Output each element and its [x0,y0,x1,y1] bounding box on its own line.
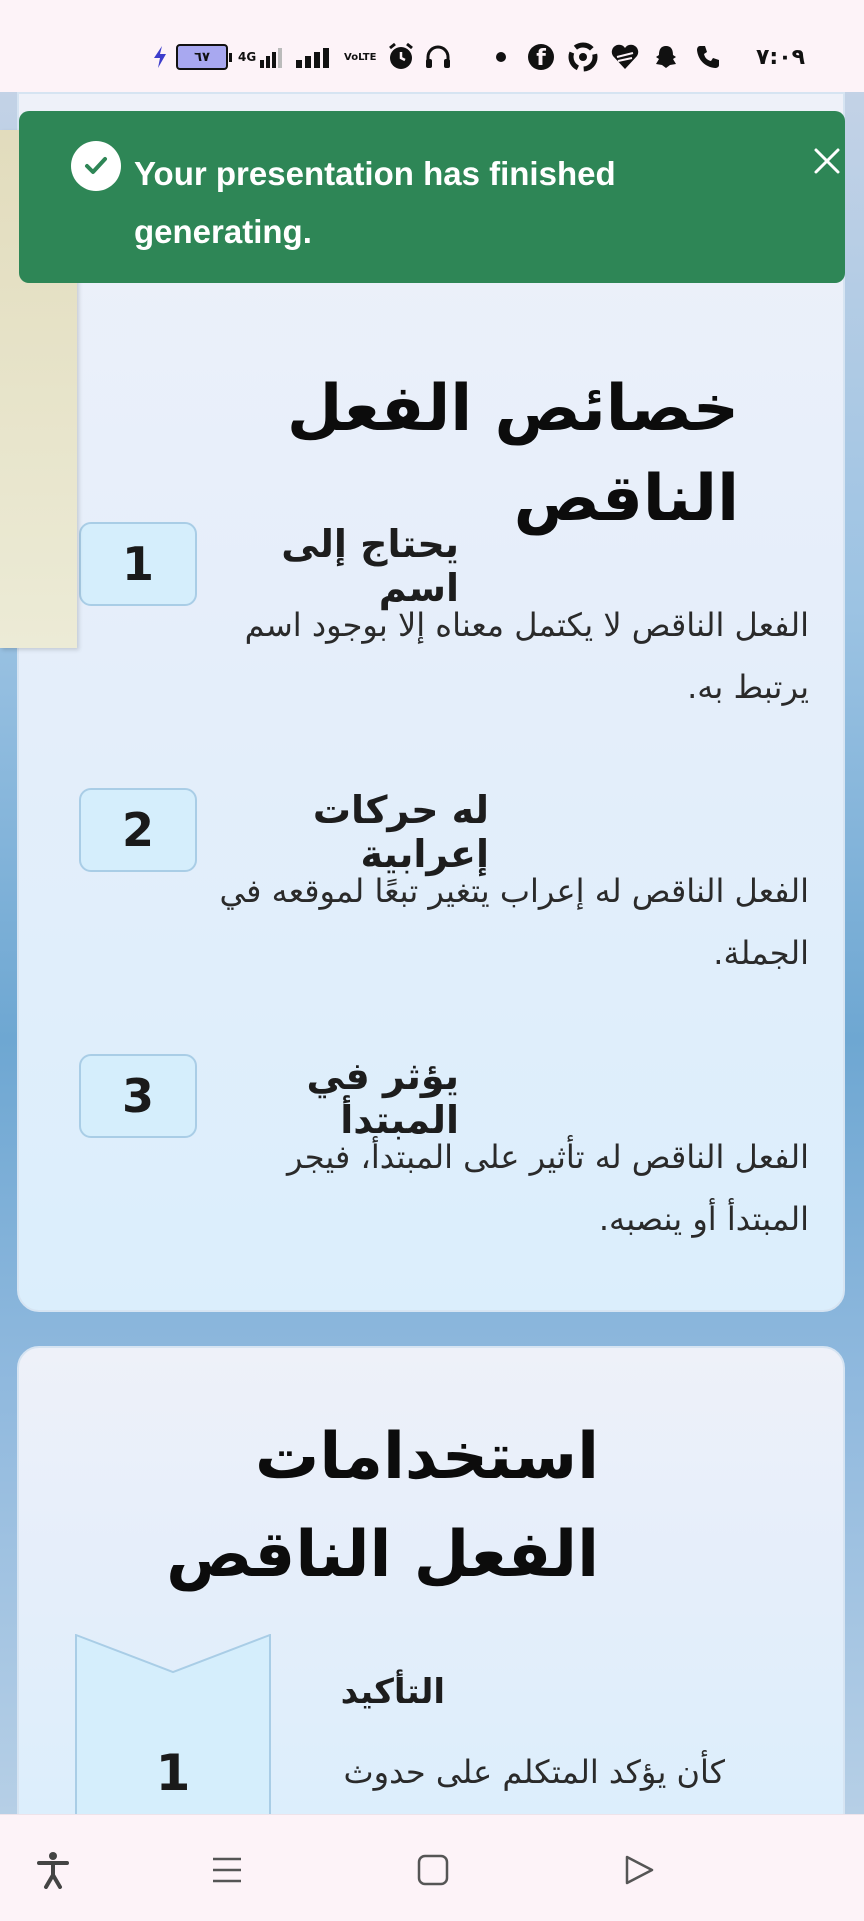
item-heading: يؤثر في المبتدأ [306,1054,459,1142]
item-text: كأن يؤكد المتكلم على حدوث [343,1753,725,1791]
check-circle-icon [71,141,121,191]
back-icon[interactable] [614,1845,664,1895]
slide-title: استخدامات الفعل الناقص [166,1420,599,1592]
item-number: 1 [155,1744,191,1802]
navigation-bar [0,1814,864,1921]
assistant-icon [150,40,170,74]
item-text: الفعل الناقص له تأثير على المبتدأ، فيجر المبتدأ أو ينصبه. [287,1138,809,1238]
battery-icon [176,40,232,74]
phone-icon [694,40,722,74]
item-number-box: 1 [79,522,197,606]
dot-icon [496,40,506,74]
home-icon[interactable] [408,1845,458,1895]
success-toast [19,111,845,283]
chrome-icon [568,40,598,74]
snapchat-icon [652,40,680,74]
network-type: 4G [238,50,257,64]
alarm-icon [386,40,416,74]
item-heading: يحتاج إلى اسم [281,522,459,610]
battery-level: ٦٧ [176,44,228,70]
item-text: الفعل الناقص له إعراب يتغير تبعًا لموقعه في الجملة. [219,872,809,972]
item-number-ribbon [75,1634,271,1814]
slide-title: خصائص الفعل الناقص [286,372,739,536]
signal-4g-icon [238,40,284,74]
item-number-box: 3 [79,1054,197,1138]
volte-icon [344,40,376,74]
close-icon[interactable] [799,133,855,189]
facebook-icon: f [528,40,554,74]
volte-label: VoLTE [344,51,377,63]
headphones-icon [424,40,452,74]
status-bar [0,0,864,92]
accessibility-icon[interactable] [28,1845,78,1895]
heart-icon [610,40,640,74]
item-text: الفعل الناقص لا يكتمل معناه إلا بوجود اسم يرتبط به. [244,606,809,706]
clock: ٧:٠٩ [756,44,806,70]
presentation-viewer[interactable] [0,92,864,1814]
recents-icon[interactable] [202,1845,252,1895]
item-number-box: 2 [79,788,197,872]
item-heading: التأكيد [340,1672,445,1712]
item-heading: له حركات إعرابية [312,788,489,876]
signal-bars-icon [294,40,332,74]
toast-message: Your presentation has finished generating. [134,155,616,250]
